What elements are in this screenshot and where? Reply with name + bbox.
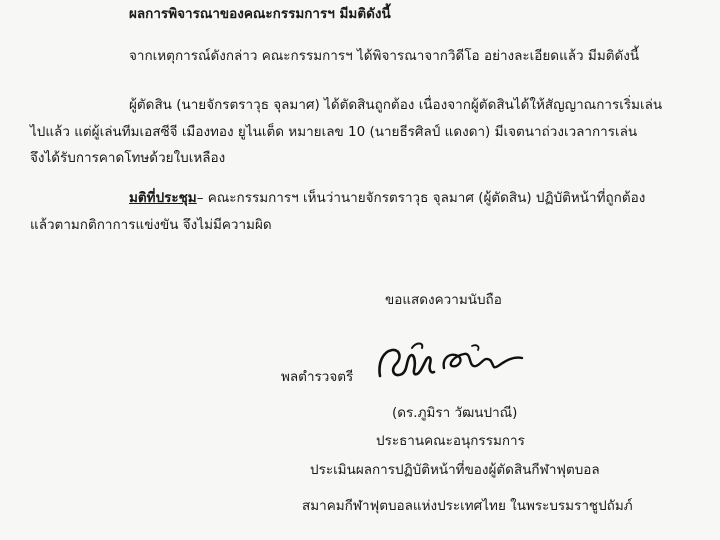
resolution-text: – คณะกรรมการฯ เห็นว่านายจักรตราวุธ จุลมาศ (ผู้ตัดสิน) ปฏิบัติหน้าที่ถูกต้อง [196,190,646,206]
handwritten-signature [372,338,532,386]
closing: ขอแสดงความนับถือ [385,292,502,308]
signer-position-1: ประธานคณะอนุกรรมการ [376,433,525,449]
signer-position-2: ประเมินผลการปฏิบัติหน้าที่ของผู้ตัดสินกีฬาฟุตบอล [310,462,600,478]
resolution-label: มติที่ประชุม [129,190,197,206]
resolution-line-2: แล้วตามกติกาการแข่งขัน จึงไม่มีความผิด [30,217,272,233]
paragraph-2-line-3: จึงได้รับการคาดโทษด้วยใบเหลือง [30,150,226,166]
paragraph-2-line-1: ผู้ตัดสิน (นายจักรตราวุธ จุลมาศ) ได้ตัดสินถูกต้อง เนื่องจากผู้ตัดสินได้ให้สัญญาณการเริ่มเล่น [129,97,663,113]
paragraph-2-line-2: ไปแล้ว แต่ผู้เล่นทีมเอสซีจี เมืองทอง ยูไนเต็ด หมายเลข 10 (นายธีรศิลป์ แดงดา) มีเจตนาถ่วงเวลาการเล่น [30,124,638,140]
signer-rank: พลตำรวจตรี [281,369,354,385]
resolution-line-1 [129,189,645,207]
paragraph-1: จากเหตุการณ์ดังกล่าว คณะกรรมการฯ ได้พิจารณาจากวิดีโอ อย่างละเอียดแล้ว มีมติดังนี้ [129,48,640,64]
section-heading: ผลการพิจารณาของคณะกรรมการฯ มีมติดังนี้ [129,6,391,22]
signer-position-3: สมาคมกีฬาฟุตบอลแห่งประเทศไทย ในพระบรมราชูปถัมภ์ [302,498,633,514]
signer-name: (ดร.ภูมิรา วัฒนปาณี) [392,405,518,421]
